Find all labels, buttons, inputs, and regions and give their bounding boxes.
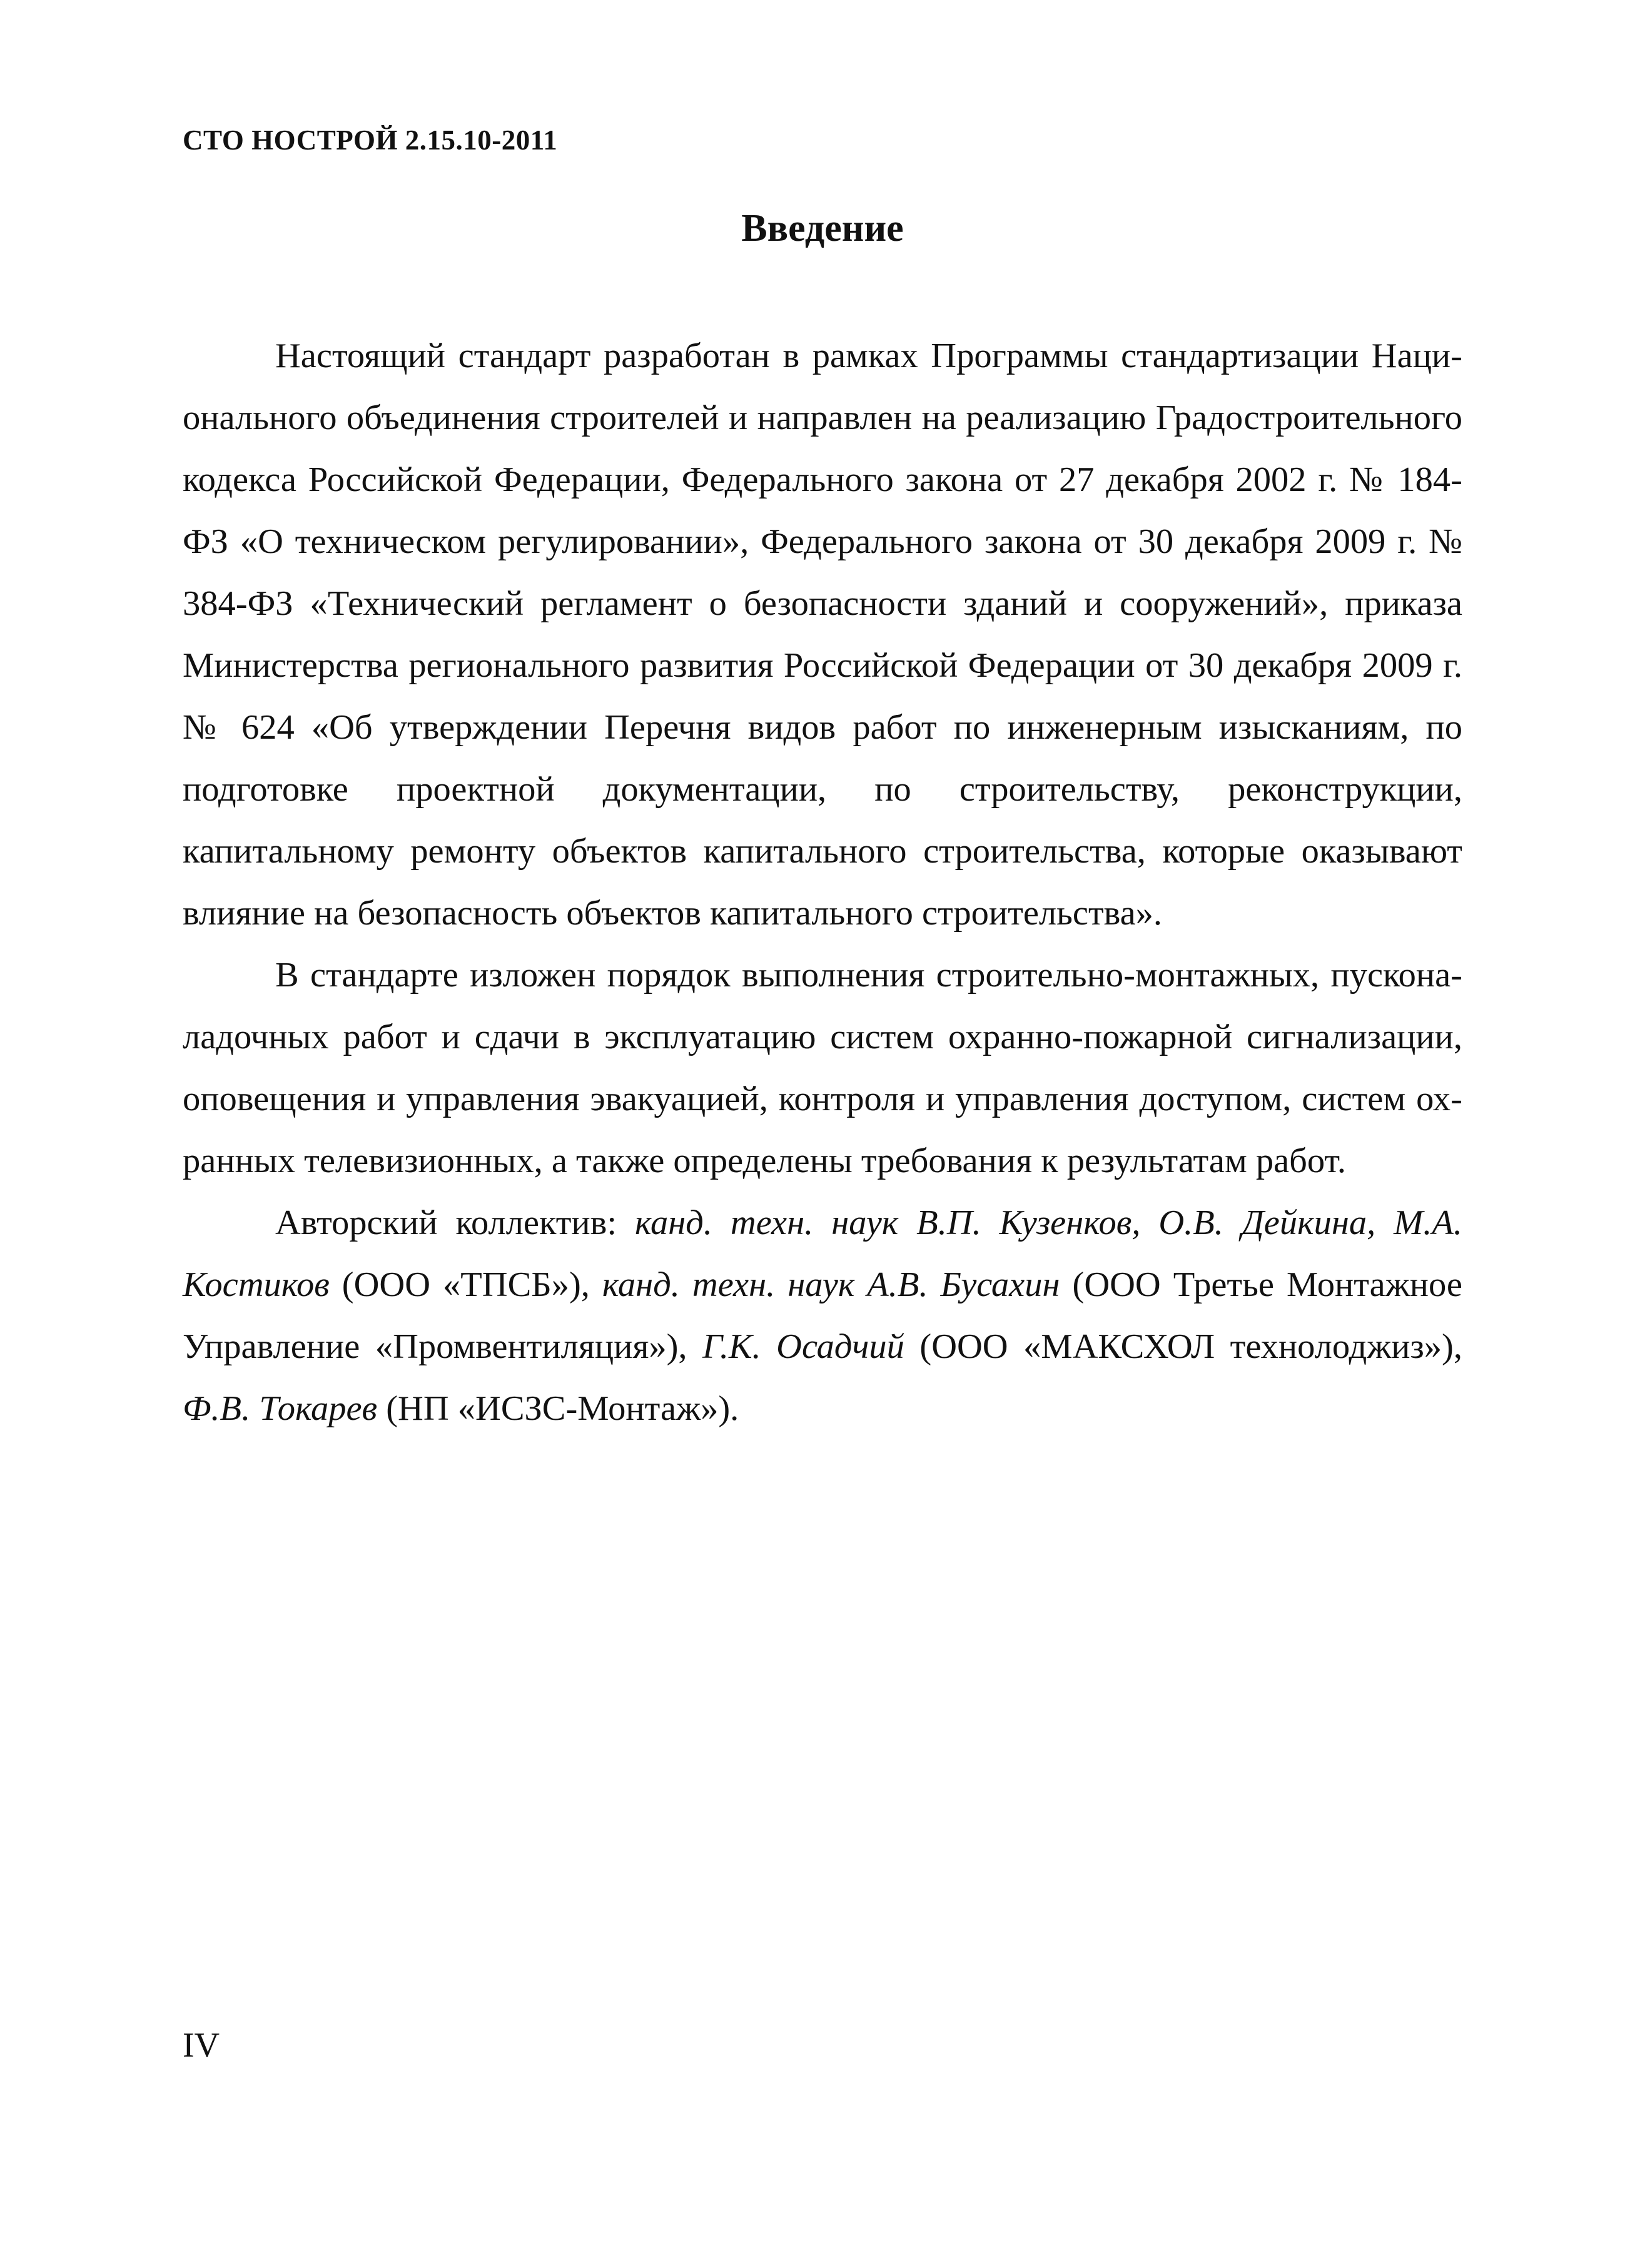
section-body	[183, 325, 1462, 1440]
author-org-3: (ООО «МАКСХОЛ технолоджиз»),	[904, 1327, 1462, 1366]
paragraph-purpose: Настоящий стандарт разработан в рамках Программы стандартизации Национального объединения строителей и направлен на реализацию Градостроительного кодекса Российской Федерации, Федерального закона от 27 декабря 2002 г. № 184-ФЗ «О техническом регулировании», Федерального закона от 30 декабря 2009 г. № 384-ФЗ «Технический регламент о безопасности зданий и сооружений», приказа Министерства регионального развития Российской Федерации от 30 декабря 2009 г. № 624 «Об утверждении Перечня видов работ по инженерным изысканиям, по подготовке проектной документации, по строительству, реконструкции, капитальному ремонту объектов капитального строительства, которые оказывают влияние на безопасность объектов капитального строительства».	[183, 337, 1462, 933]
author-org-2: (ООО Третье Монтажное Управление «Промвентиляция»),	[183, 1265, 1463, 1366]
author-names-3: Г.К. Осадчий	[702, 1327, 904, 1366]
author-names-1: канд. техн. наук В.П. Кузенков, О.В. Дейкина, М.А. Костиков	[183, 1203, 1462, 1304]
author-org-4: (НП «ИСЗС-Монтаж»).	[377, 1389, 739, 1428]
paragraph-authors	[183, 1192, 1462, 1440]
document-code-header: СТО НОСТРОЙ 2.15.10-2011	[183, 124, 558, 156]
authors-lead: Авторский коллектив:	[275, 1203, 635, 1242]
page-number: IV	[183, 2026, 220, 2065]
author-org-1: (ООО «ТПСБ»),	[329, 1265, 602, 1304]
author-names-4: Ф.В. Токарев	[183, 1389, 378, 1428]
paragraph-scope: В стандарте изложен порядок выполнения строительно-монтажных, пусконаладочных работ и сдачи в эксплуатацию систем охранно-пожарной сигнализации, оповещения и управления эвакуацией, контроля и управления доступом, систем охранных телевизионных, а также определены требования к результатам работ.	[183, 956, 1462, 1180]
section-title: Введение	[741, 207, 904, 250]
author-names-2: канд. техн. наук А.В. Бусахин	[602, 1265, 1060, 1304]
